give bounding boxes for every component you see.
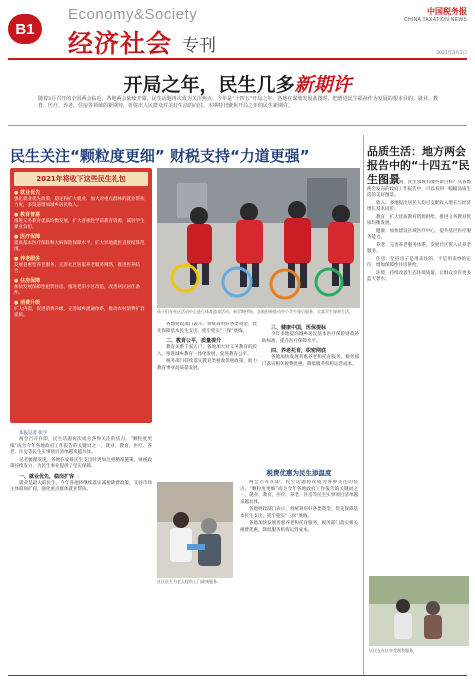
mid-sub-headline: 税费优惠为民生添温度 bbox=[266, 469, 332, 477]
sidebar-article bbox=[367, 180, 471, 572]
page-label-badge: B1 bbox=[8, 14, 42, 44]
logo-text-cn: 中国税务报 bbox=[427, 7, 467, 16]
sidebar-paragraph: “十四五”时期，民生领域有哪些新目标？从各地两会发布的政府工作报告中，可以看到一幅幅品质生活的美好图景。 bbox=[367, 180, 471, 198]
footer-divider bbox=[8, 675, 467, 676]
policy-item-body: 推进义务教育优质均衡发展，扩大普惠性学前教育资源，减轻学生课业负担。 bbox=[14, 219, 145, 230]
section-type: 专刊 bbox=[182, 36, 216, 56]
article-paragraph: 各地财政部门表示，将统筹用好各类资金，优先保障基本民生支出，兜牢兜实“三保”底线。 bbox=[240, 507, 358, 519]
masthead bbox=[0, 0, 475, 64]
policy-item-head: ● 消费升级 bbox=[14, 300, 41, 306]
policy-item bbox=[14, 255, 148, 275]
article-paragraph: 教育关系千家万户。各地加大对义务教育的投入，推进城乡教育一体化发展，促进教育公平。 bbox=[157, 345, 257, 357]
main-headline: 民生关注“颗粒度更细” 财税支持“力道更强” bbox=[10, 147, 310, 165]
policy-item bbox=[14, 189, 148, 209]
policy-item-body: 加快发展保障性租赁住房，推进老旧小区改造，改善居民居住条件。 bbox=[14, 285, 140, 296]
article-subheading: 二、教育公平，质量提升 bbox=[166, 338, 222, 344]
article-paragraph: 两会召开在即，民生话题再次成为各界关注的焦点。“颗粒度更细”成为今年各地政府工作报告的关键词之一，就业、教育、医疗、养老、住房等民生实事项目清单越来越具体。 bbox=[10, 437, 152, 455]
column-divider bbox=[363, 135, 364, 675]
policy-item-head: ● 教育普惠 bbox=[14, 212, 41, 218]
sidebar-headline: 品质生活：地方两会报告中的“十四五”民生图景 bbox=[367, 145, 470, 186]
lead-title bbox=[0, 70, 475, 97]
policy-item-head: ● 住房保障 bbox=[14, 278, 41, 284]
policy-item-body: 扩大内需，促进消费升级，完善城乡流通体系，推动农村消费扩容提质。 bbox=[14, 307, 145, 318]
article-subheading: 四、养老托育，织密网底 bbox=[271, 348, 327, 354]
sidebar-paragraph: 教育：扩大优质教育资源供给，推进义务教育优质均衡发展。 bbox=[367, 214, 471, 226]
sidebar-photo bbox=[369, 576, 469, 646]
logo-text-en: CHINA TAXATION NEWS bbox=[404, 17, 467, 23]
issue-date: 2021年3月1日 bbox=[436, 51, 467, 56]
policy-item-body: 提高基本医疗保险和大病保险保障水平，扩大异地就医直接结算范围。 bbox=[14, 241, 145, 252]
masthead-divider bbox=[8, 58, 467, 60]
article-paragraph: 税务部门持续落实教育类税收优惠政策，助力教育事业高质量发展。 bbox=[157, 359, 257, 371]
sidebar-paragraph: 养老：完善养老服务体系，发展社区嵌入式养老服务。 bbox=[367, 242, 471, 254]
children-activity-photo bbox=[157, 168, 360, 308]
byline: 本报记者 张宇 bbox=[19, 431, 48, 436]
sidebar-photo-caption: 居民在社区享受便利服务。 bbox=[369, 648, 417, 653]
sidebar-paragraph: 环境：持续改善生态环境质量，让群众享有更多蓝天碧水。 bbox=[367, 270, 471, 282]
article-subheading: 一、就业优先，稳岗扩容 bbox=[19, 473, 75, 480]
policy-item-body: 发展普惠型养老服务，完善社区居家养老服务网络，推进医养结合。 bbox=[14, 263, 140, 274]
lead-title-main: 开局之年，民生几多 bbox=[123, 74, 295, 96]
lead-summary: 随着3月召开的全国两会临近，各地两会陆续开幕，民生话题再次成为关注焦点。今年是“十四五”开局之年，各地在谋划发展蓝图时，把增进民生福祉作为发展的根本目的。就业、教育、医疗、养老、住房等领域的新期待，折射出人民群众对美好生活的向往。本期特刊聚焦开局之年的民生新期许。 bbox=[38, 96, 438, 109]
article-paragraph: 两会召开在即，民生话题再次成为各界关注的焦点。“颗粒度更细”成为今年各地政府工作报告的关键词之一，就业、教育、医疗、养老、住房等民生实事项目清单越来越具体。 bbox=[240, 480, 358, 505]
sidebar-paragraph: 收入：多地提出居民人均可支配收入增长与经济增长基本同步。 bbox=[367, 200, 471, 212]
community-doctor-photo bbox=[157, 482, 233, 578]
article-column-2 bbox=[157, 322, 257, 477]
policy-item-head: ● 养老服务 bbox=[14, 256, 41, 262]
article-paragraph: 各地加快发展普惠养老和托育服务，税务部门落实相关税费优惠，降低服务机构运营成本。 bbox=[262, 355, 359, 367]
policy-box-title: 2021年将收下这些民生礼包 bbox=[14, 172, 148, 186]
article-paragraph: 就业是最大的民生。今年各地将继续落实减税降费政策，支持市场主体稳岗扩岗，强化重点群体就业帮扶。 bbox=[10, 480, 152, 492]
article-paragraph: 各地加快发展普惠养老和托育服务，税务部门落实相关税费优惠，降低服务机构运营成本。 bbox=[240, 521, 358, 533]
sidebar-paragraph: 健康：加快建设区域医疗中心，提升基层医疗服务能力。 bbox=[367, 228, 471, 240]
article-paragraph: 今年多地提高城乡居民基本医疗保险财政补助标准，提升医疗保障水平。 bbox=[262, 332, 359, 344]
lead-title-highlight: 新期许 bbox=[294, 74, 352, 96]
newspaper-logo bbox=[404, 6, 467, 23]
policy-item bbox=[14, 299, 148, 319]
section-title-cn: 经济社会 bbox=[68, 29, 173, 58]
article-column-1 bbox=[10, 430, 152, 670]
article-paragraph: 各地财政部门表示，将统筹用好各类资金，优先保障基本民生支出，兜牢兜实“三保”底线。 bbox=[157, 322, 257, 334]
lead-divider bbox=[8, 125, 467, 126]
main-photo-caption: 孩子们在社区活动中心进行体育游戏活动。新学期伊始，各地积极推动中小学生课后服务，丰富学生课余生活。 bbox=[157, 309, 353, 314]
policy-item bbox=[14, 211, 148, 231]
policy-box bbox=[10, 168, 152, 423]
article-column-3 bbox=[262, 322, 359, 462]
policy-item-head: ● 医疗保障 bbox=[14, 234, 41, 240]
policy-item-body: 强化就业优先政策，稳定和扩大就业，加大对重点群体的就业帮扶力度，多渠道增加城乡居民收入。 bbox=[14, 197, 145, 208]
section-title-en: Economy&Society bbox=[68, 6, 198, 23]
mid-photo-caption: 社区医生为老人提供上门健康服务。 bbox=[157, 579, 221, 584]
article-column-4 bbox=[240, 480, 358, 670]
policy-item bbox=[14, 233, 148, 253]
policy-item-head: ● 就业优先 bbox=[14, 190, 41, 196]
policy-item bbox=[14, 277, 148, 297]
article-paragraph: 记者梳理发现，各地在安排民生支出时更加注重精准施策，财税政策持续发力，为民生事业提供了坚实保障。 bbox=[10, 457, 152, 469]
article-subheading: 三、健康中国，医保提标 bbox=[271, 325, 327, 331]
sidebar-paragraph: 住房：坚持房子是用来住的、不是用来炒的定位，增加保障性住房供给。 bbox=[367, 256, 471, 268]
